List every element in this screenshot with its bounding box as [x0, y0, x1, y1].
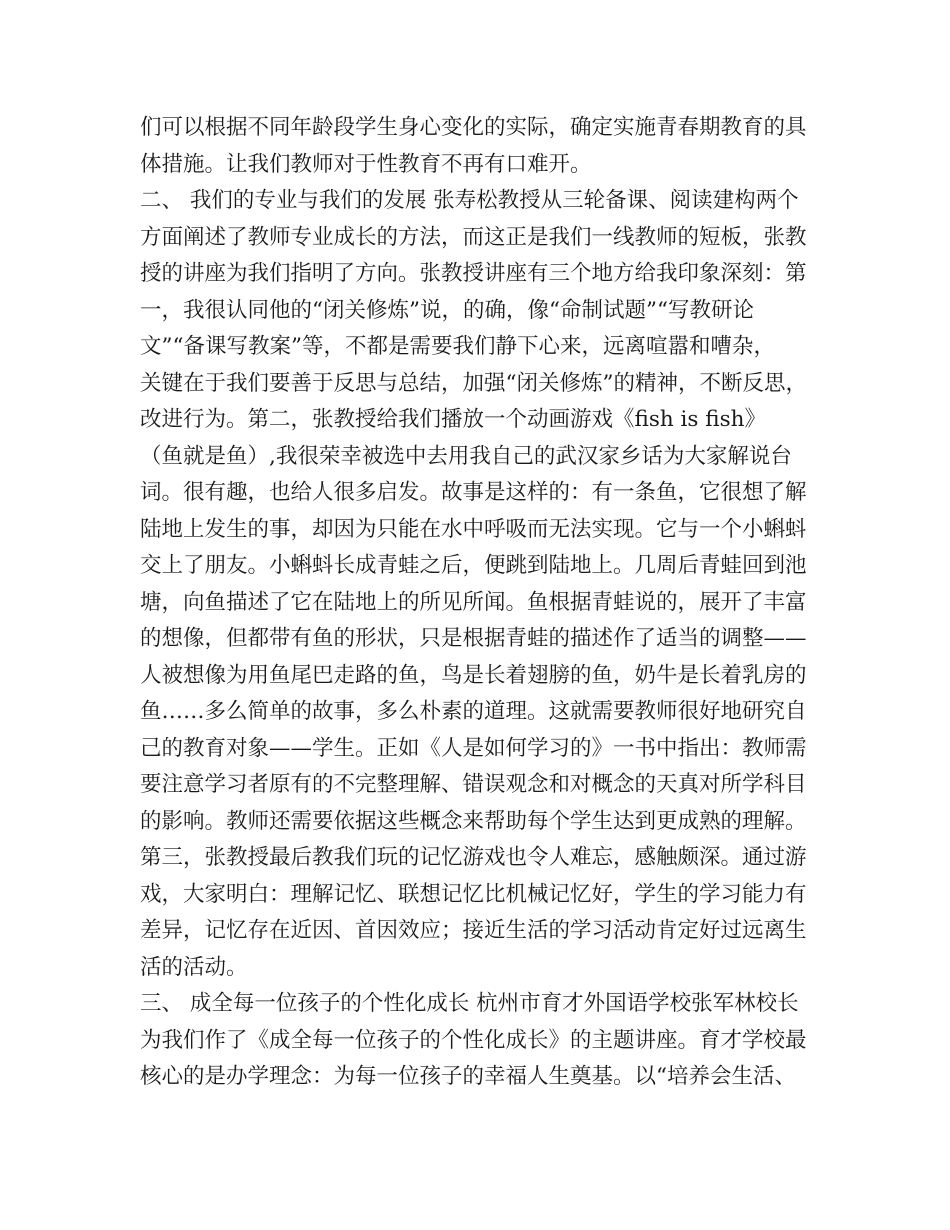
text-line: 活的活动。 [140, 954, 248, 980]
text-line: 人被想像为用鱼尾巴走路的鱼，鸟是长着翅膀的鱼，奶牛是长着乳房的 [140, 662, 807, 688]
text-line: 戏，大家明白：理解记忆、联想记忆比机械记忆好，学生的学习能力有 [140, 881, 807, 907]
text-line: 的想像，但都带有鱼的形状，只是根据青蛙的描述作了适当的调整—— [140, 626, 807, 651]
text-line: 陆地上发生的事，却因为只能在水中呼吸而无法实现。它与一个小蝌蚪 [140, 516, 807, 542]
text-line: 们可以根据不同年龄段学生身心变化的实际，确定实施青春期教育的具 [140, 115, 807, 140]
text-line: 要注意学习者原有的不完整理解、错误观念和对概念的天真对所学科目 [140, 772, 807, 797]
body-text [140, 110, 820, 1096]
text-line: 差异，记忆存在近因、首因效应；接近生活的学习活动肯定好过远离生 [140, 918, 807, 943]
text-line: 文”“备课写教案”等，不都是需要我们静下心来，远离喧嚣和嘈杂， [140, 334, 775, 359]
text-line: 第三，张教授最后教我们玩的记忆游戏也令人难忘，感触颇深。通过游 [140, 845, 807, 870]
text-line: 塘，向鱼描述了它在陆地上的所见所闻。鱼根据青蛙说的，展开了丰富 [140, 589, 807, 615]
text-line: 词。很有趣，也给人很多启发。故事是这样的：有一条鱼，它很想了解 [140, 480, 807, 505]
text-line: 授的讲座为我们指明了方向。张教授讲座有三个地方给我印象深刻：第 [140, 261, 807, 286]
text-line: 体措施。让我们教师对于性教育不再有口难开。 [140, 151, 592, 177]
text-line: 改进行为。第二，张教授给我们播放一个动画游戏《fish is fish》 [140, 407, 767, 432]
text-line: 核心的是办学理念：为每一位孩子的幸福人生奠基。以“培养会生活、 [140, 1064, 796, 1089]
text-line: 一，我很认同他的“闭关修炼”说，的确，像“命制试题”“写教研论 [140, 297, 754, 323]
text-line: 为我们作了《成全每一位孩子的个性化成长》的主题讲座。育才学校最 [140, 1027, 807, 1053]
text-line: 关键在于我们要善于反思与总结，加强“闭关修炼”的精神，不断反思， [140, 370, 807, 396]
text-line: 己的教育对象——学生。正如《人是如何学习的》一书中指出：教师需 [140, 735, 807, 761]
text-line: 交上了朋友。小蝌蚪长成青蛙之后，便跳到陆地上。几周后青蛙回到池 [140, 553, 807, 578]
text-line: 鱼……多么简单的故事，多么朴素的道理。这就需要教师很好地研究自 [140, 699, 807, 724]
section-heading-line: 二、 我们的专业与我们的发展 张寿松教授从三轮备课、阅读建构两个 [140, 188, 799, 213]
section-heading-line: 三、 成全每一位孩子的个性化成长 杭州市育才外国语学校张军林校长 [140, 991, 799, 1016]
text-line: 方面阐述了教师专业成长的方法，而这正是我们一线教师的短板，张教 [140, 224, 807, 250]
text-line: 的影响。教师还需要依据这些概念来帮助每个学生达到更成熟的理解。 [140, 808, 807, 834]
text-line: （鱼就是鱼）,我很荣幸被选中去用我自己的武汉家乡话为大家解说台 [140, 443, 792, 469]
